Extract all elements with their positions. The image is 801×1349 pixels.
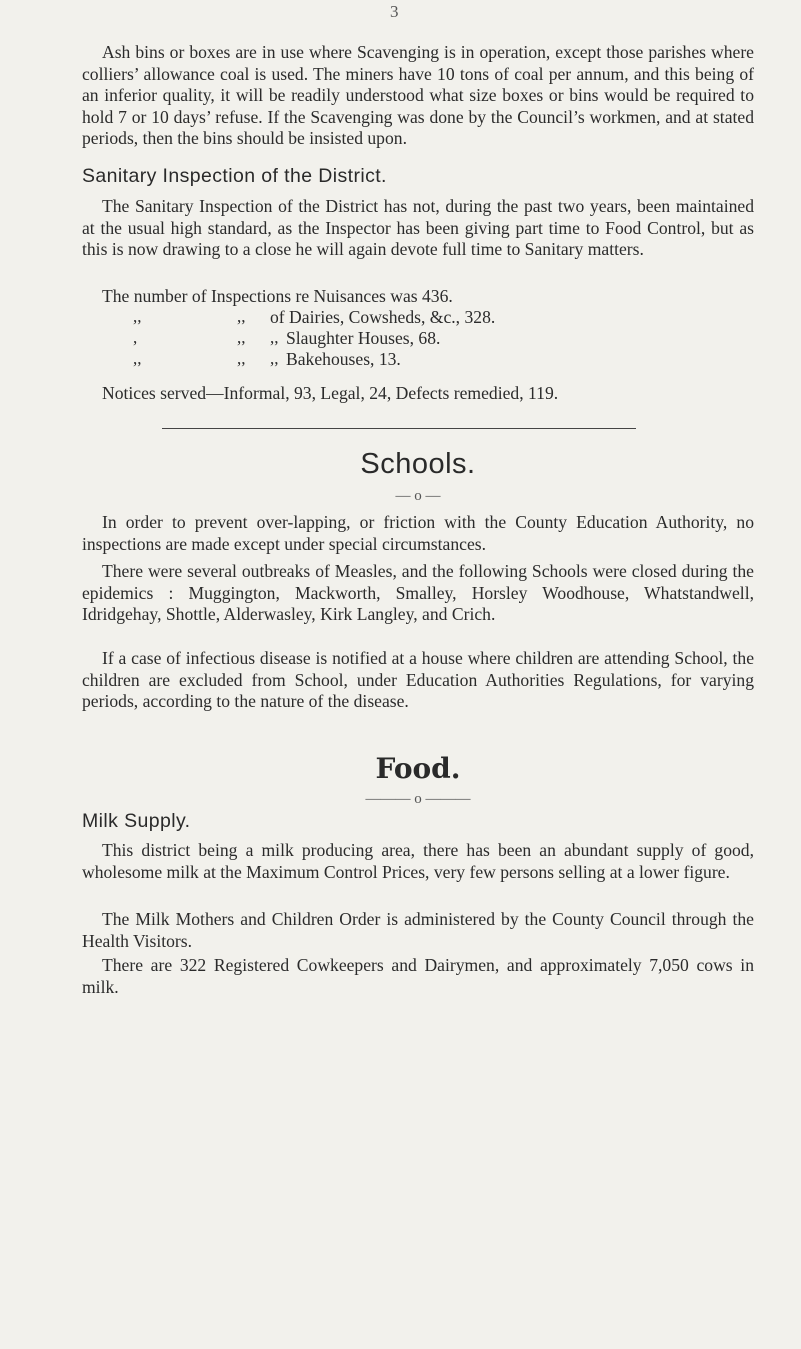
- schools-body-3: [82, 648, 754, 713]
- section-divider: [162, 428, 636, 429]
- intro-section: [82, 42, 754, 150]
- food-body-1: [82, 840, 754, 883]
- food-paragraph-2: The Milk Mothers and Children Order is administered by the County Council through the Health Visitors.: [82, 909, 754, 951]
- ditto-mark: ,,: [270, 349, 279, 368]
- food-body-3: [82, 955, 754, 998]
- intro-paragraph: Ash bins or boxes are in use where Scavenging is in operation, except those parishes where colliers’ allowance coal is used. The miners have 10 tons of coal per annum, and this being of an inferior quality, it will be readily understood what size boxes or bins would be required to hold 7 or 10 days’ refuse. If the Scavenging was done by the Council’s workmen, and at stated periods, then the bins should be insisted upon.: [82, 42, 754, 148]
- food-paragraph-1: This district being a milk producing area, there has been an abundant supply of good, wholesome milk at the Maximum Control Prices, very few persons selling at a lower figure.: [82, 840, 754, 882]
- sanitary-body: [82, 196, 754, 261]
- food-heading: Food.: [375, 752, 461, 785]
- ditto-mark: ,,: [133, 307, 142, 326]
- schools-heading: Schools.: [360, 448, 476, 480]
- food-ornament-wrap: [82, 791, 754, 808]
- ditto-mark: ,,: [237, 307, 246, 326]
- food-paragraph-3: There are 322 Registered Cowkeepers and Dairymen, and approximately 7,050 cows in milk.: [82, 955, 754, 997]
- food-body-2: [82, 909, 754, 952]
- schools-paragraph-1: In order to prevent over-lapping, or friction with the County Education Authority, no inspections are made except under special circumstances.: [82, 512, 754, 554]
- schools-ornament-wrap: [82, 488, 754, 505]
- schools-body-2: [82, 561, 754, 626]
- milk-supply-heading: Milk Supply.: [82, 810, 191, 832]
- ditto-mark: ,: [133, 328, 138, 347]
- sanitary-paragraph: The Sanitary Inspection of the District has not, during the past two years, been maintained at the usual high standard, as the Inspector has been giving part time to Food Control, but as this is now drawing to a close he will again devote full time to Sanitary matters.: [82, 196, 754, 259]
- notices-section: [82, 383, 754, 405]
- ditto-mark: ,,: [133, 349, 142, 368]
- ditto-mark: ,,: [237, 349, 246, 368]
- schools-paragraph-3: If a case of infectious disease is notified at a house where children are attending School, the children are excluded from School, under Education Authorities Regulations, for varying periods, according to the nature of the disease.: [82, 648, 754, 711]
- stat-slaughter-houses: Slaughter Houses, 68.: [286, 328, 441, 348]
- schools-paragraph-2: There were several outbreaks of Measles, and the following Schools were closed during the epidemics : Muggington, Mackworth, Smalley, Horsley Woodhouse, Whatstandwell, Idridgehay, Shottle, Alderwasley, Kirk Langley, and Crich.: [82, 561, 754, 624]
- page-number: 3: [390, 2, 399, 21]
- notices-line: Notices served—Informal, 93, Legal, 24, Defects remedied, 119.: [102, 383, 559, 403]
- schools-section: [82, 448, 754, 481]
- milk-supply-section: [82, 810, 754, 833]
- stat-nuisances: The number of Inspections re Nuisances was 436.: [102, 286, 453, 306]
- sanitary-section: [82, 165, 754, 188]
- sanitary-heading: Sanitary Inspection of the District.: [82, 165, 387, 187]
- food-ornament: ——— o ———: [365, 791, 471, 807]
- ditto-mark: ,,: [270, 328, 279, 347]
- stat-dairies: of Dairies, Cowsheds, &c., 328.: [270, 307, 496, 327]
- ditto-mark: ,,: [237, 328, 246, 347]
- food-section: [82, 752, 754, 785]
- schools-body-1: [82, 512, 754, 555]
- stat-bakehouses: Bakehouses, 13.: [286, 349, 401, 369]
- schools-ornament: — o —: [395, 488, 441, 504]
